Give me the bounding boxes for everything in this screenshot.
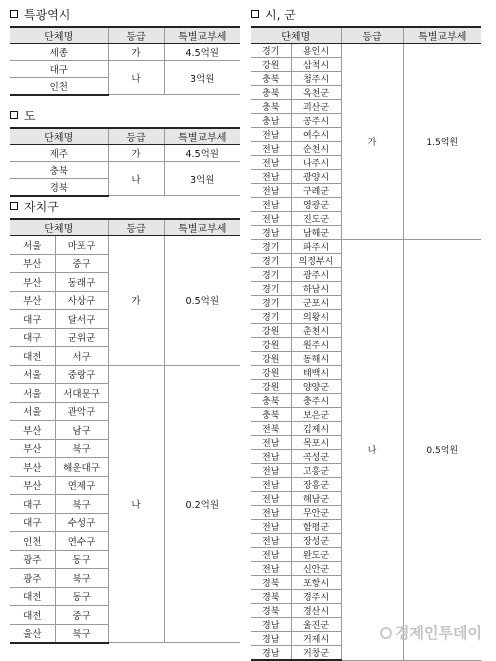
table-row bbox=[251, 240, 481, 254]
region-cell: 경남 bbox=[251, 618, 291, 632]
region-cell: 충북 bbox=[251, 72, 291, 86]
name-cell: 달서구 bbox=[55, 310, 108, 329]
name-cell: 보은군 bbox=[291, 408, 341, 422]
region-cell: 강원 bbox=[251, 352, 291, 366]
name-cell: 청주시 bbox=[291, 72, 341, 86]
grade-cell: 나 bbox=[341, 240, 403, 661]
region-cell: 전남 bbox=[251, 450, 291, 464]
region-cell: 전남 bbox=[251, 562, 291, 576]
grade-cell: 가 bbox=[108, 236, 164, 366]
metro-section-title: 특광역시 bbox=[10, 6, 240, 22]
name-cell: 동해시 bbox=[291, 352, 341, 366]
header-amount: 특별교부세 bbox=[403, 27, 481, 44]
region-cell: 경북 bbox=[251, 576, 291, 590]
name-cell: 경주시 bbox=[291, 590, 341, 604]
region-cell: 강원 bbox=[251, 324, 291, 338]
region-cell: 전남 bbox=[251, 464, 291, 478]
grade-cell: 가 bbox=[341, 44, 403, 240]
region-cell: 인천 bbox=[10, 532, 55, 551]
region-cell: 부산 bbox=[10, 421, 55, 440]
region-cell: 대전 bbox=[10, 587, 55, 606]
region-cell: 경북 bbox=[251, 604, 291, 618]
amount-cell: 4.5억원 bbox=[164, 145, 240, 162]
metro-table bbox=[10, 26, 240, 96]
name-cell: 경북 bbox=[10, 179, 108, 196]
name-cell: 태백시 bbox=[291, 366, 341, 380]
region-cell: 경남 bbox=[251, 226, 291, 240]
name-cell: 군위군 bbox=[55, 328, 108, 347]
amount-cell: 1.5억원 bbox=[403, 44, 481, 240]
name-cell: 구례군 bbox=[291, 184, 341, 198]
region-cell: 강원 bbox=[251, 380, 291, 394]
amount-cell: 3억원 bbox=[164, 162, 240, 196]
name-cell: 울진군 bbox=[291, 618, 341, 632]
name-cell: 경산시 bbox=[291, 604, 341, 618]
name-cell: 춘천시 bbox=[291, 324, 341, 338]
header-grade: 등급 bbox=[108, 27, 164, 44]
table-header-row bbox=[10, 27, 240, 44]
logo-icon bbox=[380, 627, 392, 639]
table-row bbox=[10, 236, 240, 255]
province-section bbox=[10, 107, 240, 197]
region-cell: 강원 bbox=[251, 338, 291, 352]
table-row bbox=[251, 44, 481, 58]
district-table bbox=[10, 218, 240, 644]
name-cell: 완도군 bbox=[291, 548, 341, 562]
name-cell: 북구 bbox=[55, 495, 108, 514]
region-cell: 경남 bbox=[251, 646, 291, 661]
name-cell: 나주시 bbox=[291, 156, 341, 170]
name-cell: 해남군 bbox=[291, 492, 341, 506]
region-cell: 전남 bbox=[251, 156, 291, 170]
name-cell: 연수구 bbox=[55, 532, 108, 551]
name-cell: 군포시 bbox=[291, 296, 341, 310]
region-cell: 대구 bbox=[10, 310, 55, 329]
region-cell: 강원 bbox=[251, 58, 291, 72]
name-cell: 제주 bbox=[10, 145, 108, 162]
region-cell: 전남 bbox=[251, 142, 291, 156]
name-cell: 양양군 bbox=[291, 380, 341, 394]
amount-cell: 0.2억원 bbox=[164, 365, 240, 643]
region-cell: 부산 bbox=[10, 291, 55, 310]
province-table bbox=[10, 127, 240, 197]
checkbox-square-icon bbox=[251, 10, 259, 18]
region-cell: 대전 bbox=[10, 347, 55, 366]
name-cell: 중랑구 bbox=[55, 365, 108, 384]
header-name: 단체명 bbox=[10, 27, 108, 44]
name-cell: 광주시 bbox=[291, 268, 341, 282]
name-cell: 서구 bbox=[55, 347, 108, 366]
name-cell: 파주시 bbox=[291, 240, 341, 254]
name-cell: 광양시 bbox=[291, 170, 341, 184]
header-grade: 등급 bbox=[108, 219, 164, 236]
grade-cell: 나 bbox=[108, 61, 164, 95]
name-cell: 인천 bbox=[10, 78, 108, 95]
header-grade: 등급 bbox=[341, 27, 403, 44]
province-section-title: 도 bbox=[10, 107, 240, 123]
region-cell: 부산 bbox=[10, 254, 55, 273]
grade-cell: 나 bbox=[108, 365, 164, 643]
amount-cell: 0.5억원 bbox=[403, 240, 481, 661]
name-cell: 남구 bbox=[55, 421, 108, 440]
region-cell: 경기 bbox=[251, 282, 291, 296]
name-cell: 신안군 bbox=[291, 562, 341, 576]
name-cell: 사상구 bbox=[55, 291, 108, 310]
region-cell: 전남 bbox=[251, 212, 291, 226]
header-amount: 특별교부세 bbox=[164, 219, 240, 236]
region-cell: 울산 bbox=[10, 624, 55, 643]
name-cell: 서대문구 bbox=[55, 384, 108, 403]
metro-section bbox=[10, 6, 240, 96]
header-amount: 특별교부세 bbox=[164, 27, 240, 44]
name-cell: 김제시 bbox=[291, 422, 341, 436]
name-cell: 해운대구 bbox=[55, 458, 108, 477]
name-cell: 수성구 bbox=[55, 513, 108, 532]
name-cell: 중구 bbox=[55, 606, 108, 625]
region-cell: 부산 bbox=[10, 439, 55, 458]
name-cell: 동래구 bbox=[55, 273, 108, 292]
table-row bbox=[10, 365, 240, 384]
region-cell: 경기 bbox=[251, 296, 291, 310]
header-amount: 특별교부세 bbox=[164, 128, 240, 145]
checkbox-square-icon bbox=[10, 202, 18, 210]
name-cell: 포항시 bbox=[291, 576, 341, 590]
region-cell: 충남 bbox=[251, 114, 291, 128]
region-cell: 서울 bbox=[10, 365, 55, 384]
name-cell: 북구 bbox=[55, 439, 108, 458]
name-cell: 용인시 bbox=[291, 44, 341, 58]
checkbox-square-icon bbox=[10, 10, 18, 18]
region-cell: 전북 bbox=[251, 422, 291, 436]
region-cell: 대구 bbox=[10, 495, 55, 514]
region-cell: 부산 bbox=[10, 476, 55, 495]
name-cell: 북구 bbox=[55, 569, 108, 588]
table-row bbox=[10, 162, 240, 179]
name-cell: 충주시 bbox=[291, 394, 341, 408]
name-cell: 연제구 bbox=[55, 476, 108, 495]
region-cell: 경기 bbox=[251, 268, 291, 282]
name-cell: 여수시 bbox=[291, 128, 341, 142]
amount-cell: 3억원 bbox=[164, 61, 240, 95]
name-cell: 대구 bbox=[10, 61, 108, 78]
region-cell: 서울 bbox=[10, 402, 55, 421]
name-cell: 하남시 bbox=[291, 282, 341, 296]
name-cell: 마포구 bbox=[55, 236, 108, 255]
name-cell: 동구 bbox=[55, 550, 108, 569]
region-cell: 충북 bbox=[251, 408, 291, 422]
grade-cell: 나 bbox=[108, 162, 164, 196]
name-cell: 고흥군 bbox=[291, 464, 341, 478]
header-grade: 등급 bbox=[108, 128, 164, 145]
region-cell: 강원 bbox=[251, 366, 291, 380]
region-cell: 부산 bbox=[10, 273, 55, 292]
table-row bbox=[10, 44, 240, 61]
name-cell: 장흥군 bbox=[291, 478, 341, 492]
name-cell: 옥천군 bbox=[291, 86, 341, 100]
region-cell: 경기 bbox=[251, 44, 291, 58]
region-cell: 전남 bbox=[251, 478, 291, 492]
region-cell: 경기 bbox=[251, 310, 291, 324]
table-header-row bbox=[251, 27, 481, 44]
grade-cell: 가 bbox=[108, 145, 164, 162]
table-row bbox=[10, 145, 240, 162]
name-cell: 곡성군 bbox=[291, 450, 341, 464]
name-cell: 의왕시 bbox=[291, 310, 341, 324]
city-table bbox=[251, 26, 481, 661]
name-cell: 영광군 bbox=[291, 198, 341, 212]
region-cell: 대구 bbox=[10, 328, 55, 347]
region-cell: 부산 bbox=[10, 458, 55, 477]
name-cell: 북구 bbox=[55, 624, 108, 643]
name-cell: 거제시 bbox=[291, 632, 341, 646]
name-cell: 함평군 bbox=[291, 520, 341, 534]
region-cell: 전남 bbox=[251, 506, 291, 520]
region-cell: 광주 bbox=[10, 569, 55, 588]
name-cell: 원주시 bbox=[291, 338, 341, 352]
region-cell: 충북 bbox=[251, 394, 291, 408]
name-cell: 공주시 bbox=[291, 114, 341, 128]
name-cell: 진도군 bbox=[291, 212, 341, 226]
region-cell: 경기 bbox=[251, 254, 291, 268]
name-cell: 충북 bbox=[10, 162, 108, 179]
header-name: 단체명 bbox=[251, 27, 341, 44]
name-cell: 거창군 bbox=[291, 646, 341, 661]
region-cell: 전남 bbox=[251, 492, 291, 506]
city-section bbox=[251, 6, 481, 661]
region-cell: 경북 bbox=[251, 590, 291, 604]
region-cell: 충북 bbox=[251, 86, 291, 100]
table-row bbox=[10, 61, 240, 78]
region-cell: 광주 bbox=[10, 550, 55, 569]
amount-cell: 4.5억원 bbox=[164, 44, 240, 61]
name-cell: 의정부시 bbox=[291, 254, 341, 268]
region-cell: 대전 bbox=[10, 606, 55, 625]
name-cell: 목포시 bbox=[291, 436, 341, 450]
checkbox-square-icon bbox=[10, 111, 18, 119]
name-cell: 순천시 bbox=[291, 142, 341, 156]
table-header-row bbox=[10, 128, 240, 145]
region-cell: 대구 bbox=[10, 513, 55, 532]
header-name: 단체명 bbox=[10, 128, 108, 145]
name-cell: 세종 bbox=[10, 44, 108, 61]
region-cell: 전남 bbox=[251, 548, 291, 562]
region-cell: 경기 bbox=[251, 240, 291, 254]
grade-cell: 가 bbox=[108, 44, 164, 61]
name-cell: 무안군 bbox=[291, 506, 341, 520]
name-cell: 관악구 bbox=[55, 402, 108, 421]
region-cell: 경남 bbox=[251, 632, 291, 646]
name-cell: 삼척시 bbox=[291, 58, 341, 72]
name-cell: 장성군 bbox=[291, 534, 341, 548]
region-cell: 서울 bbox=[10, 236, 55, 255]
name-cell: 괴산군 bbox=[291, 100, 341, 114]
name-cell: 남해군 bbox=[291, 226, 341, 240]
region-cell: 전남 bbox=[251, 198, 291, 212]
header-name: 단체명 bbox=[10, 219, 108, 236]
region-cell: 전남 bbox=[251, 436, 291, 450]
name-cell: 동구 bbox=[55, 587, 108, 606]
city-section-title: 시, 군 bbox=[251, 6, 481, 22]
region-cell: 충북 bbox=[251, 100, 291, 114]
amount-cell: 0.5억원 bbox=[164, 236, 240, 366]
name-cell: 중구 bbox=[55, 254, 108, 273]
watermark: 경제인투데이 bbox=[380, 622, 482, 643]
region-cell: 전남 bbox=[251, 128, 291, 142]
district-section-title: 자치구 bbox=[10, 198, 240, 214]
region-cell: 전남 bbox=[251, 184, 291, 198]
region-cell: 전남 bbox=[251, 534, 291, 548]
table-header-row bbox=[10, 219, 240, 236]
district-section bbox=[10, 198, 240, 644]
region-cell: 전남 bbox=[251, 520, 291, 534]
region-cell: 전남 bbox=[251, 170, 291, 184]
region-cell: 서울 bbox=[10, 384, 55, 403]
